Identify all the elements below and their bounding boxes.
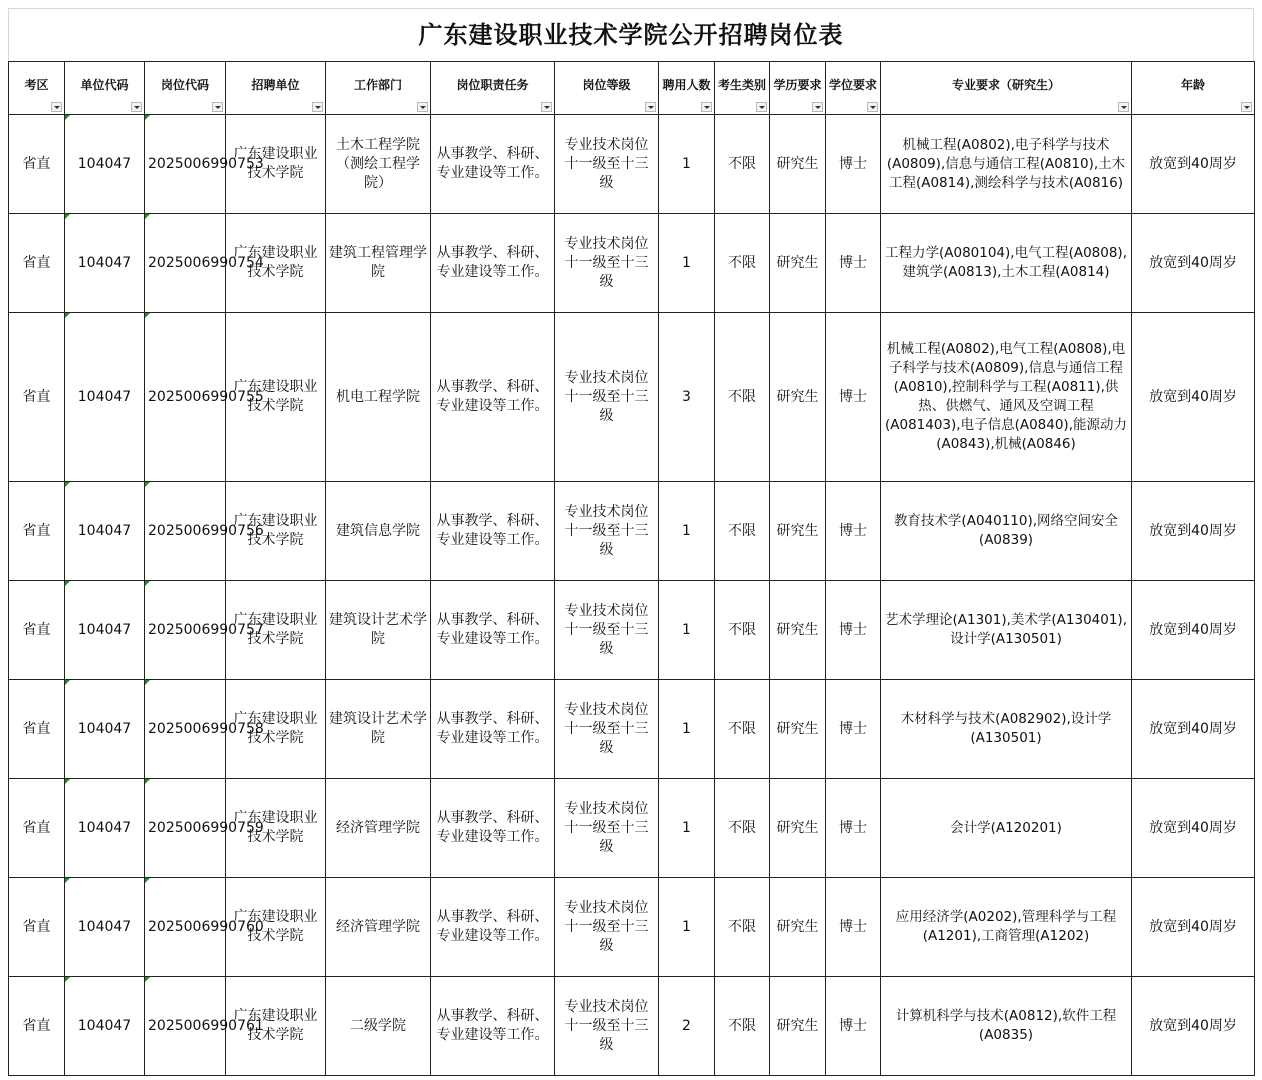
table-row (9, 779, 1255, 878)
filter-dropdown-icon[interactable] (541, 102, 552, 112)
cell-post-code[interactable]: 2025006990755 (145, 313, 226, 482)
cell-major[interactable]: 工程力学(A080104),电气工程(A0808),建筑学(A0813),土木工程(A0814) (881, 214, 1132, 313)
cell-unit-code[interactable]: 104047 (65, 581, 145, 680)
cell-level[interactable]: 专业技术岗位十一级至十三级 (555, 482, 659, 581)
cell-major[interactable]: 艺术学理论(A1301),美术学(A130401),设计学(A130501) (881, 581, 1132, 680)
cell-count[interactable]: 2 (659, 977, 715, 1076)
cell-level[interactable]: 专业技术岗位十一级至十三级 (555, 977, 659, 1076)
filter-dropdown-icon[interactable] (417, 102, 428, 112)
page-title: 广东建设职业技术学院公开招聘岗位表 (8, 8, 1254, 61)
table-row (9, 214, 1255, 313)
cell-edu[interactable]: 研究生 (770, 313, 826, 482)
cell-age[interactable]: 放宽到40周岁 (1132, 482, 1255, 581)
positions-table (8, 61, 1255, 1076)
cell-level[interactable]: 专业技术岗位十一级至十三级 (555, 680, 659, 779)
cell-category[interactable]: 不限 (715, 214, 770, 313)
cell-major[interactable]: 机械工程(A0802),电子科学与技术(A0809),信息与通信工程(A0810),土木工程(A0814),测绘科学与技术(A0816) (881, 115, 1132, 214)
cell-dept[interactable]: 建筑信息学院 (326, 482, 431, 581)
cell-post-code[interactable]: 2025006990754 (145, 214, 226, 313)
cell-edu[interactable]: 研究生 (770, 482, 826, 581)
cell-area[interactable]: 省直 (9, 214, 65, 313)
header-degree: 学位要求 (826, 62, 881, 115)
table-row (9, 878, 1255, 977)
cell-area[interactable]: 省直 (9, 115, 65, 214)
cell-post-code[interactable]: 2025006990756 (145, 482, 226, 581)
cell-age[interactable]: 放宽到40周岁 (1132, 878, 1255, 977)
cell-degree[interactable]: 博士 (826, 779, 881, 878)
cell-degree[interactable]: 博士 (826, 581, 881, 680)
cell-post-code[interactable]: 2025006990753 (145, 115, 226, 214)
cell-unit-code[interactable]: 104047 (65, 115, 145, 214)
header-count: 聘用人数 (659, 62, 715, 115)
cell-duty[interactable]: 从事教学、科研、专业建设等工作。 (431, 214, 555, 313)
cell-dept[interactable]: 建筑设计艺术学院 (326, 581, 431, 680)
cell-area[interactable]: 省直 (9, 779, 65, 878)
cell-edu[interactable]: 研究生 (770, 115, 826, 214)
cell-area[interactable]: 省直 (9, 313, 65, 482)
cell-major[interactable]: 会计学(A120201) (881, 779, 1132, 878)
filter-dropdown-icon[interactable] (1241, 102, 1252, 112)
cell-degree[interactable]: 博士 (826, 977, 881, 1076)
filter-dropdown-icon[interactable] (812, 102, 823, 112)
cell-degree[interactable]: 博士 (826, 680, 881, 779)
spreadsheet (8, 8, 1254, 1076)
cell-category[interactable]: 不限 (715, 115, 770, 214)
cell-dept[interactable]: 二级学院 (326, 977, 431, 1076)
cell-employer[interactable]: 广东建设职业技术学院 (226, 313, 326, 482)
cell-level[interactable]: 专业技术岗位十一级至十三级 (555, 779, 659, 878)
cell-unit-code[interactable]: 104047 (65, 482, 145, 581)
filter-dropdown-icon[interactable] (312, 102, 323, 112)
cell-major[interactable]: 应用经济学(A0202),管理科学与工程(A1201),工商管理(A1202) (881, 878, 1132, 977)
cell-dept[interactable]: 建筑工程管理学院 (326, 214, 431, 313)
filter-dropdown-icon[interactable] (701, 102, 712, 112)
cell-duty[interactable]: 从事教学、科研、专业建设等工作。 (431, 680, 555, 779)
table-row (9, 680, 1255, 779)
cell-duty[interactable]: 从事教学、科研、专业建设等工作。 (431, 977, 555, 1076)
table-row (9, 115, 1255, 214)
cell-degree[interactable]: 博士 (826, 214, 881, 313)
cell-degree[interactable]: 博士 (826, 313, 881, 482)
cell-category[interactable]: 不限 (715, 977, 770, 1076)
table-row (9, 313, 1255, 482)
cell-age[interactable]: 放宽到40周岁 (1132, 313, 1255, 482)
cell-edu[interactable]: 研究生 (770, 878, 826, 977)
cell-age[interactable]: 放宽到40周岁 (1132, 779, 1255, 878)
cell-employer[interactable]: 广东建设职业技术学院 (226, 977, 326, 1076)
cell-age[interactable]: 放宽到40周岁 (1132, 581, 1255, 680)
cell-level[interactable]: 专业技术岗位十一级至十三级 (555, 313, 659, 482)
header-edu: 学历要求 (770, 62, 826, 115)
cell-category[interactable]: 不限 (715, 581, 770, 680)
cell-dept[interactable]: 经济管理学院 (326, 878, 431, 977)
header-area: 考区 (9, 62, 65, 115)
filter-dropdown-icon[interactable] (645, 102, 656, 112)
cell-category[interactable]: 不限 (715, 878, 770, 977)
cell-degree[interactable]: 博士 (826, 878, 881, 977)
table-row (9, 482, 1255, 581)
cell-count[interactable]: 3 (659, 313, 715, 482)
cell-dept[interactable]: 机电工程学院 (326, 313, 431, 482)
cell-category[interactable]: 不限 (715, 680, 770, 779)
cell-edu[interactable]: 研究生 (770, 977, 826, 1076)
header-major: 专业要求（研究生） (881, 62, 1132, 115)
cell-age[interactable]: 放宽到40周岁 (1132, 115, 1255, 214)
cell-major[interactable]: 计算机科学与技术(A0812),软件工程(A0835) (881, 977, 1132, 1076)
cell-degree[interactable]: 博士 (826, 115, 881, 214)
cell-age[interactable]: 放宽到40周岁 (1132, 680, 1255, 779)
cell-employer[interactable]: 广东建设职业技术学院 (226, 482, 326, 581)
cell-area[interactable]: 省直 (9, 482, 65, 581)
cell-count[interactable]: 1 (659, 779, 715, 878)
cell-count[interactable]: 1 (659, 680, 715, 779)
header-post-code: 岗位代码 (145, 62, 226, 115)
cell-dept[interactable]: 经济管理学院 (326, 779, 431, 878)
header-category: 考生类别 (715, 62, 770, 115)
cell-unit-code[interactable]: 104047 (65, 779, 145, 878)
cell-unit-code[interactable]: 104047 (65, 680, 145, 779)
cell-area[interactable]: 省直 (9, 680, 65, 779)
cell-dept[interactable]: 土木工程学院（测绘工程学院） (326, 115, 431, 214)
filter-dropdown-icon[interactable] (51, 102, 62, 112)
filter-dropdown-icon[interactable] (867, 102, 878, 112)
cell-level[interactable]: 专业技术岗位十一级至十三级 (555, 115, 659, 214)
header-level: 岗位等级 (555, 62, 659, 115)
cell-area[interactable]: 省直 (9, 878, 65, 977)
cell-post-code[interactable]: 2025006990760 (145, 878, 226, 977)
cell-age[interactable]: 放宽到40周岁 (1132, 214, 1255, 313)
cell-duty[interactable]: 从事教学、科研、专业建设等工作。 (431, 878, 555, 977)
cell-area[interactable]: 省直 (9, 581, 65, 680)
cell-employer[interactable]: 广东建设职业技术学院 (226, 115, 326, 214)
cell-duty[interactable]: 从事教学、科研、专业建设等工作。 (431, 313, 555, 482)
cell-category[interactable]: 不限 (715, 779, 770, 878)
cell-level[interactable]: 专业技术岗位十一级至十三级 (555, 878, 659, 977)
cell-level[interactable]: 专业技术岗位十一级至十三级 (555, 214, 659, 313)
cell-unit-code[interactable]: 104047 (65, 878, 145, 977)
cell-count[interactable]: 1 (659, 115, 715, 214)
cell-major[interactable]: 教育技术学(A040110),网络空间安全(A0839) (881, 482, 1132, 581)
cell-count[interactable]: 1 (659, 581, 715, 680)
cell-category[interactable]: 不限 (715, 313, 770, 482)
cell-count[interactable]: 1 (659, 482, 715, 581)
cell-unit-code[interactable]: 104047 (65, 313, 145, 482)
cell-edu[interactable]: 研究生 (770, 581, 826, 680)
cell-major[interactable]: 木材科学与技术(A082902),设计学(A130501) (881, 680, 1132, 779)
cell-duty[interactable]: 从事教学、科研、专业建设等工作。 (431, 115, 555, 214)
cell-age[interactable]: 放宽到40周岁 (1132, 977, 1255, 1076)
header-row (9, 62, 1255, 115)
cell-dept[interactable]: 建筑设计艺术学院 (326, 680, 431, 779)
filter-dropdown-icon[interactable] (756, 102, 767, 112)
cell-employer[interactable]: 广东建设职业技术学院 (226, 581, 326, 680)
cell-edu[interactable]: 研究生 (770, 214, 826, 313)
cell-unit-code[interactable]: 104047 (65, 214, 145, 313)
cell-employer[interactable]: 广东建设职业技术学院 (226, 214, 326, 313)
table-body (9, 115, 1255, 1076)
cell-unit-code[interactable]: 104047 (65, 977, 145, 1076)
filter-dropdown-icon[interactable] (212, 102, 223, 112)
cell-edu[interactable]: 研究生 (770, 779, 826, 878)
cell-major[interactable]: 机械工程(A0802),电气工程(A0808),电子科学与技术(A0809),信息与通信工程(A0810),控制科学与工程(A0811),供热、供燃气、通风及空调工程(A081403),电子信息(A0840),能源动力(A0843),机械(A0846) (881, 313, 1132, 482)
filter-dropdown-icon[interactable] (1118, 102, 1129, 112)
cell-degree[interactable]: 博士 (826, 482, 881, 581)
table-row (9, 977, 1255, 1076)
header-unit-code: 单位代码 (65, 62, 145, 115)
cell-count[interactable]: 1 (659, 878, 715, 977)
header-dept: 工作部门 (326, 62, 431, 115)
cell-duty[interactable]: 从事教学、科研、专业建设等工作。 (431, 482, 555, 581)
cell-count[interactable]: 1 (659, 214, 715, 313)
cell-post-code[interactable]: 2025006990761 (145, 977, 226, 1076)
header-age: 年龄 (1132, 62, 1255, 115)
header-duty: 岗位职责任务 (431, 62, 555, 115)
cell-duty[interactable]: 从事教学、科研、专业建设等工作。 (431, 581, 555, 680)
header-employer: 招聘单位 (226, 62, 326, 115)
filter-dropdown-icon[interactable] (131, 102, 142, 112)
cell-employer[interactable]: 广东建设职业技术学院 (226, 878, 326, 977)
cell-employer[interactable]: 广东建设职业技术学院 (226, 680, 326, 779)
cell-duty[interactable]: 从事教学、科研、专业建设等工作。 (431, 779, 555, 878)
table-row (9, 581, 1255, 680)
cell-area[interactable]: 省直 (9, 977, 65, 1076)
cell-employer[interactable]: 广东建设职业技术学院 (226, 779, 326, 878)
cell-category[interactable]: 不限 (715, 482, 770, 581)
cell-edu[interactable]: 研究生 (770, 680, 826, 779)
cell-post-code[interactable]: 2025006990757 (145, 581, 226, 680)
cell-post-code[interactable]: 2025006990759 (145, 779, 226, 878)
cell-level[interactable]: 专业技术岗位十一级至十三级 (555, 581, 659, 680)
cell-post-code[interactable]: 2025006990758 (145, 680, 226, 779)
